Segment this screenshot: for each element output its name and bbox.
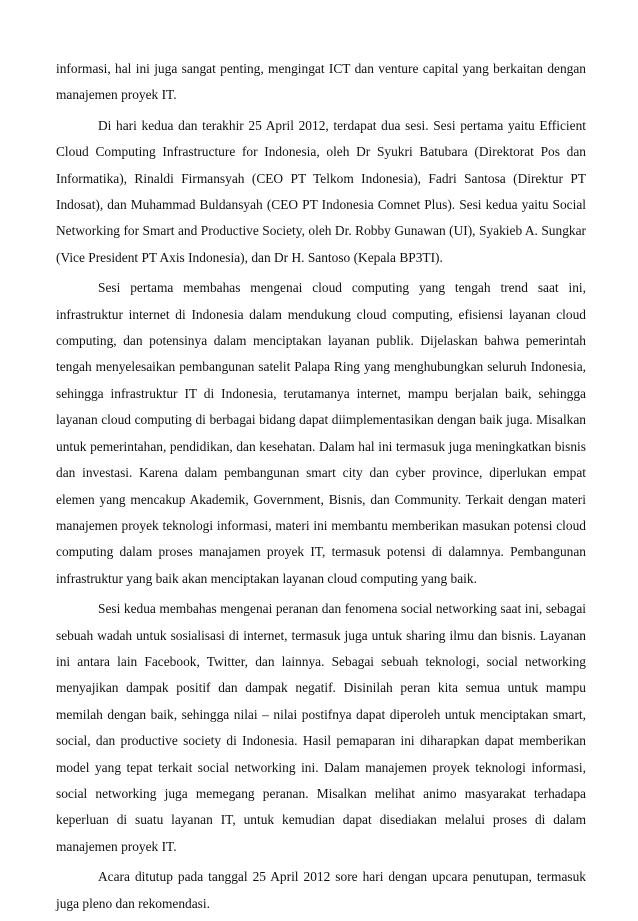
paragraph-closing: Acara ditutup pada tanggal 25 April 2012 sore hari dengan upcara penutupan, termasuk juga pleno dan rekomendasi. [56,869,586,911]
paragraph-second-day-sessions: Di hari kedua dan terakhir 25 April 2012, terdapat dua sesi. Sesi pertama yaitu Efficient Cloud Computing Infrastructure for Indonesia, oleh Dr Syukri Batubara (Direktorat Pos dan Informatika), Rinaldi Firmansyah (CEO PT Telkom Indonesia), Fadri Santosa (Direktur PT Indosat), dan Muhammad Buldansyah (CEO PT Indonesia Comnet Plus). Sesi kedua yaitu Social Networking for Smart and Productive Society, oleh Dr. Robby Gunawan (UI), Syakieb A. Sungkar (Vice President PT Axis Indonesia), dan Dr H. Santoso (Kepala BP3TI). [56,117,586,265]
paragraph-social-networking-session: Sesi kedua membahas mengenai peranan dan fenomena social networking saat ini, sebagai sebuah wadah untuk sosialisasi di internet, termasuk juga untuk sharing ilmu dan bisnis. Layanan ini antara lain Facebook, Twitter, dan lainnya. Sebagai sebuah teknologi, social networking menyajikan dampak positif dan dampak negatif. Disinilah peran kita semua untuk mampu memilah dengan baik, sehingga nilai – nilai postifnya dapat diperoleh untuk menciptakan smart, social, dan productive society di Indonesia. Hasil pemaparan ini diharapkan dapat memberikan model yang tepat terkait social networking ini. Dalam manajemen proyek teknologi informasi, social networking juga memegang peranan. Misalkan melihat animo masyarakat terhadapa keperluan di suatu layanan IT, untuk kemudian dapat disediakan melalui proses di dalam manajemen proyek IT. [56,601,586,854]
paragraph-continuation: informasi, hal ini juga sangat penting, mengingat ICT dan venture capital yang berkaitan dengan manajemen proyek IT. [56,61,586,103]
paragraph-cloud-computing-session: Sesi pertama membahas mengenai cloud computing yang tengah trend saat ini, infrastruktur internet di Indonesia dalam mendukung cloud computing, efisiensi layanan cloud computing, dan potensinya dalam menciptakan layanan publik. Dijelaskan bahwa pemerintah tengah menyelesaikan pembangunan satelit Palapa Ring yang menghubungkan seluruh Indonesia, sehingga infrastruktur IT di Indonesia, terutamanya internet, mampu berjalan baik, sehingga layanan cloud computing di berbagai bidang dapat diimplementasikan dengan baik juga. Misalkan untuk pemerintahan, pendidikan, dan kesehatan. Dalam hal ini termasuk juga meningkatkan bisnis dan investasi. Karena dalam pembangunan smart city dan cyber province, diperlukan empat elemen yang mencakup Akademik, Government, Bisnis, dan Community. Terkait dengan materi manajemen proyek teknologi informasi, materi ini membantu memberikan masukan potensi cloud computing dalam proses manajamen proyek IT, termasuk potensi di dalamnya. Pembangunan infrastruktur yang baik akan menciptakan layanan cloud computing yang baik. [56,280,586,586]
document-body [56,56,586,921]
